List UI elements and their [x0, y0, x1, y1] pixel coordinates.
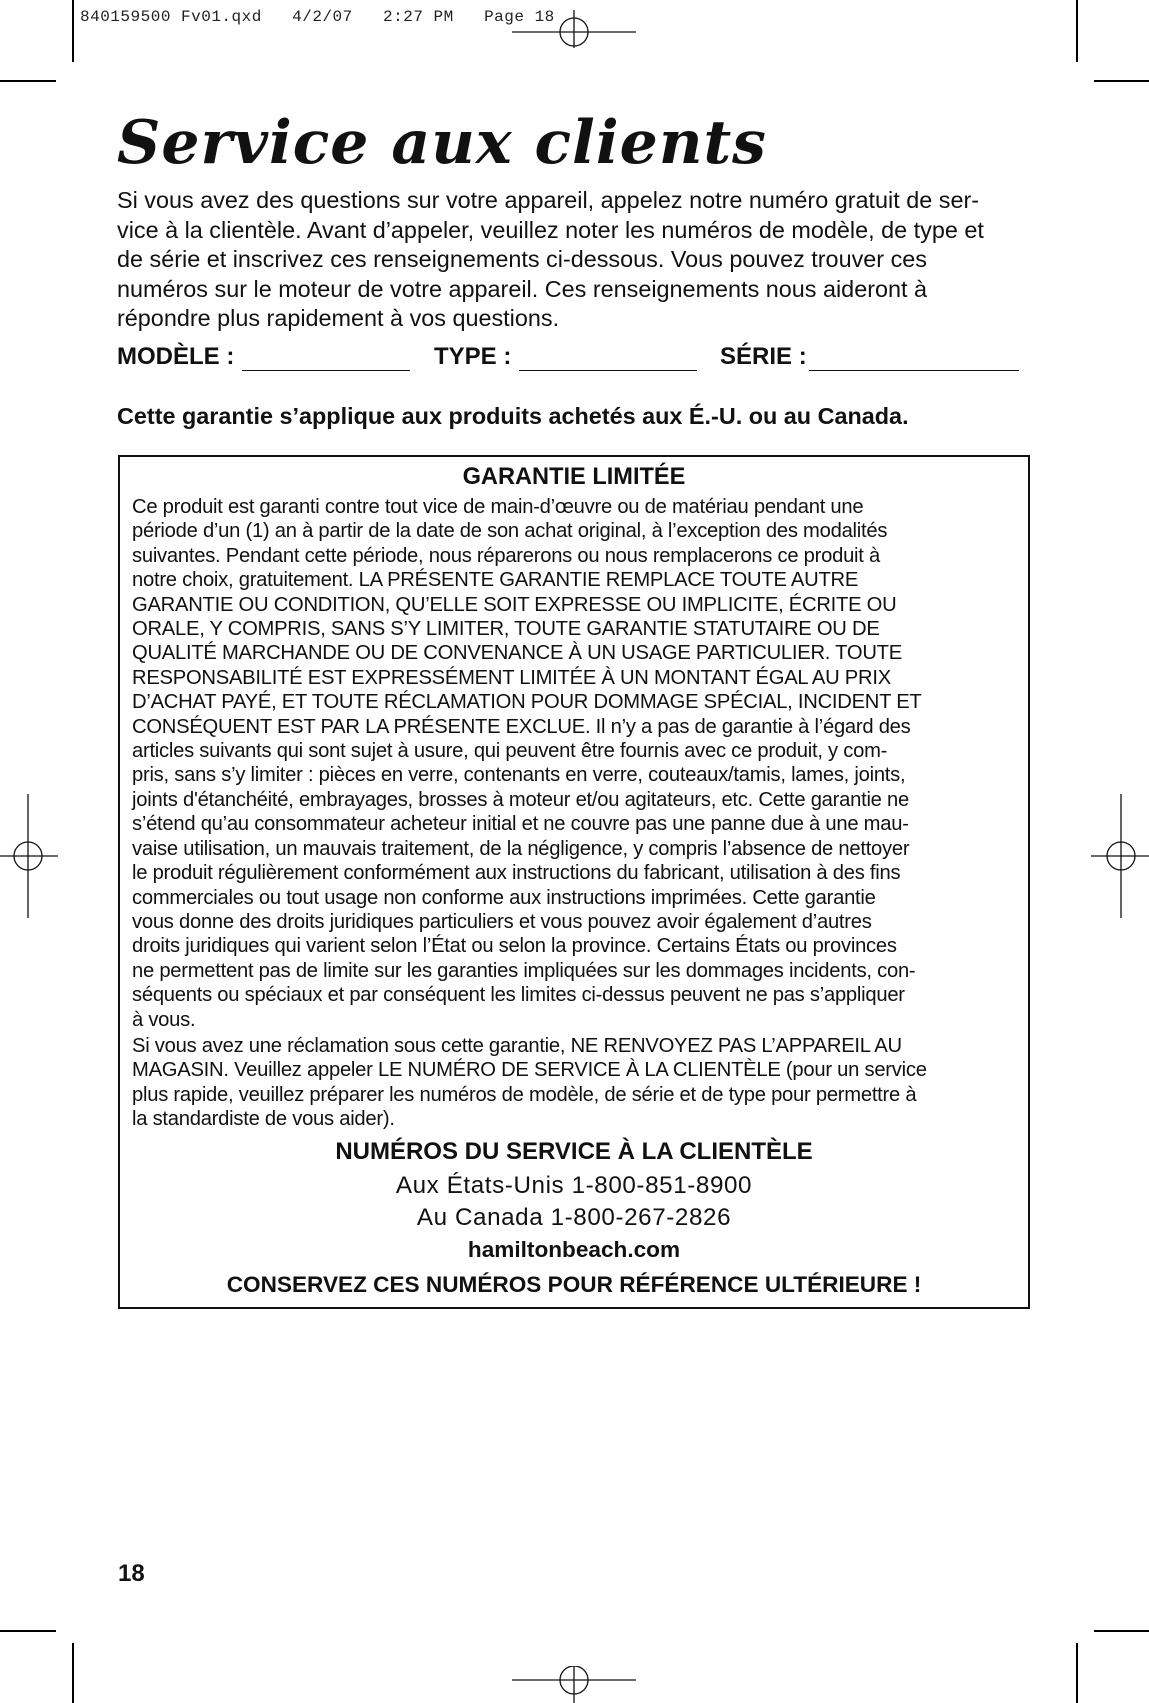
coverage-note: Cette garantie s’applique aux produits achetés aux É.-U. ou au Canada.: [117, 403, 909, 429]
service-numbers-title: NUMÉROS DU SERVICE À LA CLIENTÈLE: [335, 1138, 813, 1165]
crop-mark: [0, 80, 56, 82]
serial-label: SÉRIE :: [720, 343, 807, 370]
claim-text: Si vous avez une réclamation sous cette garantie, NE RENVOYEZ PAS L’APPAREIL AU MAGASIN. Veuillez appeler LE NUMÉRO DE SERVICE À LA CLIENTÈLE (pour un service plus rapide, veuillez préparer les numéros de modèle, de série et de type pour permettre à la standardiste de vous aider).: [132, 1035, 927, 1131]
phone-us: Aux États-Unis 1-800-851-8900: [395, 1172, 753, 1199]
crop-mark: [1076, 0, 1078, 62]
phone-canada: Au Canada 1-800-267-2826: [416, 1204, 732, 1231]
serial-field[interactable]: [720, 343, 1019, 371]
warranty-box: [118, 455, 1030, 1309]
printer-slug: 840159500 Fv01.qxd 4/2/07 2:27 PM Page 18: [80, 8, 555, 26]
model-field[interactable]: [117, 343, 410, 371]
type-blank-line[interactable]: [519, 344, 697, 371]
registration-mark-icon: [0, 794, 60, 918]
page-title: Service aux clients: [117, 108, 767, 178]
registration-mark-icon: [1089, 794, 1149, 918]
keep-numbers-note: CONSERVEZ CES NUMÉROS POUR RÉFÉRENCE ULTÉRIEURE !: [226, 1272, 922, 1297]
registration-mark-icon: [512, 1666, 636, 1703]
intro-text: Si vous avez des questions sur votre appareil, appelez notre numéro gratuit de ser- vice à la clientèle. Avant d’appeler, veuillez noter les numéros de modèle, de type et de série et inscrivez ces renseignements ci-dessous. Vous pouvez trouver ces numéros sur le moteur de votre appareil. Ces renseignements nous aideront à répondre plus rapidement à vos questions.: [117, 187, 984, 332]
website-link[interactable]: hamiltonbeach.com: [467, 1237, 681, 1262]
crop-mark: [0, 1630, 56, 1632]
intro-paragraph: [117, 186, 1037, 334]
model-label: MODÈLE :: [117, 343, 235, 370]
crop-mark: [72, 1643, 74, 1703]
warranty-body: [132, 495, 1022, 1032]
page-number: 18: [118, 1560, 145, 1587]
warranty-title: GARANTIE LIMITÉE: [462, 464, 686, 490]
crop-mark: [1076, 1643, 1078, 1703]
serial-blank-line[interactable]: [809, 344, 1019, 371]
type-label: TYPE :: [434, 343, 512, 370]
crop-mark: [1094, 1630, 1149, 1632]
model-blank-line[interactable]: [242, 344, 410, 371]
claim-paragraph: [132, 1034, 1022, 1132]
registration-mark-icon: [512, 6, 636, 48]
warranty-text: Ce produit est garanti contre tout vice de main-d’œuvre ou de matériau pendant une période d’un (1) an à partir de la date de son achat original, à l’exception des modalités suivantes. Pendant cette période, nous réparerons ou nous remplacerons ce produit à notre choix, gratuitement. LA PRÉSENTE GARANTIE REMPLACE TOUTE AUTRE GARANTIE OU CONDITION, QU’ELLE SOIT EXPRESSE OU IMPLICITE, ÉCRITE OU ORALE, Y COMPRIS, SANS S’Y LIMITER, TOUTE GARANTIE STATUTAIRE OU DE QUALITÉ MARCHANDE OU DE CONVENANCE À UN USAGE PARTICULIER. TOUTE RESPONSABILITÉ EST EXPRESSÉMENT LIMITÉE À UN MONTANT ÉGAL AU PRIX D’ACHAT PAYÉ, ET TOUTE RÉCLAMATION POUR DOMMAGE SPÉCIAL, INCIDENT ET CONSÉQUENT EST PAR LA PRÉSENTE EXCLUE. Il n’y a pas de garantie à l’égard des articles suivants qui sont sujet à usure, qui peuvent être fournis avec ce produit, y com- pris, sans s’y limiter : pièces en verre, contenants en verre, couteaux/tamis, lames, joints, joints d'étanchéité, embrayages, brosses à moteur et/ou agitateurs, etc. Cette garantie ne s’étend qu’au consommateur acheteur initial et ne couvre pas une panne due à une mau- vaise utilisation, un mauvais traitement, de la négligence, y compris l’absence de nettoyer le produit régulièrement conformément aux instructions du fabricant, utilisation à des fins commerciales ou tout usage non conforme aux instructions imprimées. Cette garantie vous donne des droits juridiques particuliers et vous pouvez avoir également d’autres droits juridiques qui varient selon l’État ou selon la province. Certains États ou provinces ne permettent pas de limite sur les garanties impliquées sur les dommages incidents, con- séquents ou spéciaux et par conséquent les limites ci-dessus peuvent ne pas s’appliquer à vous.: [132, 496, 922, 1031]
type-field[interactable]: [434, 343, 697, 371]
crop-mark: [72, 0, 74, 62]
crop-mark: [1094, 80, 1149, 82]
